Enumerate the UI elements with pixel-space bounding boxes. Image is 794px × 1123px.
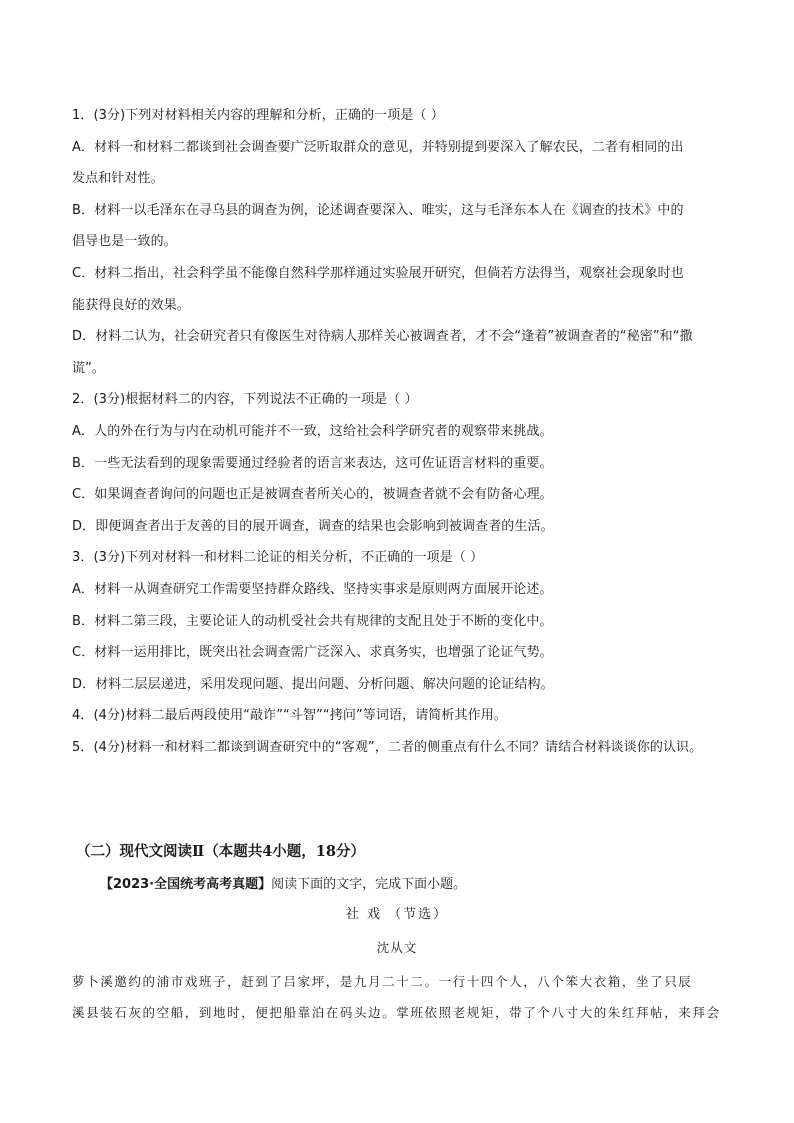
- question-1-option-d-line1: D．材料二认为，社会研究者只有像医生对待病人那样关心被调查者，才不会“逢着”被调查者的“秘密”和“撒: [72, 329, 693, 345]
- story-body: [72, 966, 722, 1028]
- question-2-option-c: C．如果调查者询问的问题也正是被调查者所关心的，被调查者就不会有防备心理。: [72, 487, 553, 503]
- question-1-option-a-line2: 发点和针对性。: [72, 171, 164, 187]
- intro-source: 【2023·全国统考高考真题】: [100, 877, 272, 892]
- question-1-option-c-line2: 能获得良好的效果。: [72, 297, 190, 313]
- question-1-option-a-line1: A．材料一和材料二都谈到社会调查要广泛听取群众的意见，并特别提到要深入了解农民，二者有相同的出: [72, 139, 684, 155]
- question-1-stem: 1．(3分)下列对材料相关内容的理解和分析，正确的一项是（ ）: [72, 108, 444, 123]
- question-2-option-a: A．人的外在行为与内在动机可能并不一致，这给社会科学研究者的观察带来挑战。: [72, 423, 553, 439]
- question-1-option-c-line1: C．材料二指出，社会科学虽不能像自然科学那样通过实验展开研究，但倘若方法得当，观察社会现象时也: [72, 265, 684, 281]
- question-1-option-b-line2: 倡导也是一致的。: [72, 234, 177, 250]
- question-3-option-b: B．材料二第三段，主要论证人的动机受社会共有规律的支配且处于不断的变化中。: [72, 613, 553, 629]
- question-4-stem: 4．(4分)材料二最后两段使用“敲诈”“斗智”“拷问”等词语，请简析其作用。: [72, 708, 507, 724]
- question-2-option-b: B．一些无法看到的现象需要通过经验者的语言来表达，这可佐证语言材料的重要。: [72, 455, 553, 471]
- question-1-option-d-line2: 谎”。: [72, 360, 106, 376]
- story-body-line2: 溪县装石灰的空船，到地时，便把船靠泊在码头边。掌班依照老规矩，带了个八寸大的朱红拜帖，来拜会: [72, 1005, 721, 1020]
- question-1-option-b-line1: B．材料一以毛泽东在寻乌县的调查为例，论述调查要深入、唯实，这与毛泽东本人在《调查的技术》中的: [72, 202, 684, 218]
- story-body-line1: 萝卜溪邀约的浦市戏班子，赶到了吕家坪，是九月二十二。一行十四个人，八个笨大衣箱，坐了只辰: [72, 974, 693, 989]
- story-author: 沈从文: [376, 940, 418, 955]
- question-3-option-c: C．材料一运用排比，既突出社会调查需广泛深入、求真务实，也增强了论证气势。: [72, 645, 553, 661]
- question-5-stem: 5．(4分)材料一和材料二都谈到调查研究中的“客观”，二者的侧重点有什么不同？请结合材料谈谈你的认识。: [72, 739, 703, 755]
- question-2-stem: 2．(3分)根据材料二的内容，下列说法不正确的一项是（ ）: [72, 392, 418, 408]
- question-3-stem: 3．(3分)下列对材料一和材料二论证的相关分析，不正确的一项是（ ）: [72, 550, 484, 566]
- question-2-option-d: D．即便调查者出于友善的目的展开调查，调查的结果也会影响到被调查者的生活。: [72, 518, 554, 534]
- intro-text: 阅读下面的文字，完成下面小题。: [271, 877, 467, 892]
- story-title: 社 戏 （节选）: [345, 907, 449, 922]
- section-intro: [100, 875, 466, 895]
- section-title: （二）现代文阅读Ⅱ（本题共4小题，18分）: [76, 843, 365, 860]
- question-3-option-a: A．材料一从调查研究工作需要坚持群众路线、坚持实事求是原则两方面展开论述。: [72, 581, 553, 597]
- question-list: [72, 100, 732, 763]
- question-3-option-d: D．材料二层层递进，采用发现问题、提出问题、分析问题、解决问题的论证结构。: [72, 676, 554, 692]
